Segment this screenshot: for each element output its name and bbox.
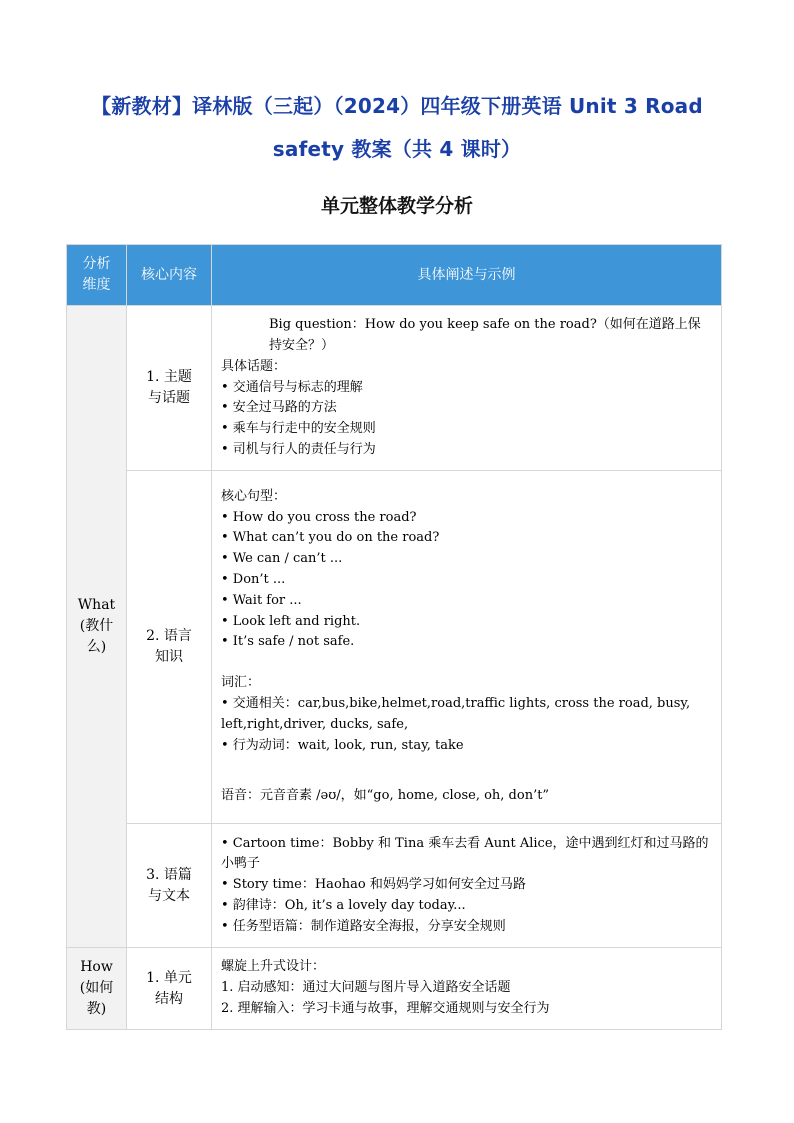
list-item: 核心句型： <box>221 488 287 504</box>
table-row-structure <box>67 948 722 1030</box>
list-item: • Look left and right. <box>221 613 361 629</box>
core-cell-texts: 3. 语篇与文本 <box>127 824 212 948</box>
analysis-table <box>66 244 722 1030</box>
document-title-line-1: 【新教材】译林版（三起）（2024）四年级下册英语 Unit 3 Road <box>91 94 703 118</box>
list-item: 1. 启动感知：通过大问题与图片导入道路安全话题 <box>221 980 511 996</box>
list-item: • How do you cross the road? <box>221 509 417 525</box>
list-item: • 行为动词：wait, look, run, stay, take <box>221 737 464 753</box>
table-row-language <box>67 471 722 824</box>
table-row-texts <box>67 824 722 948</box>
core-cell-topic: 1. 主题与话题 <box>127 306 212 471</box>
list-item: • Cartoon time：Bobby 和 Tina 乘车去看 Aunt Alice，途中遇到红灯和过马路的小鸭子 <box>221 835 709 872</box>
detail-cell-texts <box>212 824 722 948</box>
list-item: • It’s safe / not safe. <box>221 634 355 650</box>
list-item: 2. 理解输入：学习卡通与故事，理解交通规则与安全行为 <box>221 1000 550 1016</box>
document-title-line-2: safety 教案（共 4 课时） <box>272 137 522 161</box>
big-question-line: Big question：How do you keep safe on the road?（如何在道路上保持安全？） <box>269 317 701 353</box>
list-item: • Don’t ... <box>221 572 286 587</box>
header-dimension: 分析维度 <box>67 245 127 306</box>
list-item: • 韵律诗：Oh, it’s a lovely day today... <box>221 897 466 913</box>
section-title: 单元整体教学分析 <box>320 195 473 217</box>
core-cell-structure: 1. 单元结构 <box>127 948 212 1030</box>
header-details: 具体阐述与示例 <box>212 245 722 306</box>
list-item: • 任务型语篇：制作道路安全海报，分享安全规则 <box>221 918 506 934</box>
list-item: • 交通相关：car,bus,bike,helmet,road,traffic lights, cross the road, busy, left,right,driver, ducks, safe, <box>221 695 691 732</box>
list-item: 词汇： <box>221 675 261 691</box>
header-core-content: 核心内容 <box>127 245 212 306</box>
core-cell-language: 2. 语言知识 <box>127 471 212 824</box>
list-item: • 乘车与行走中的安全规则 <box>221 421 376 437</box>
list-item: • 司机与行人的责任与行为 <box>221 441 376 457</box>
dimension-cell-how: How (如何教) <box>67 948 127 1030</box>
list-item: • Story time：Haohao 和妈妈学习如何安全过马路 <box>221 877 526 893</box>
list-item: 具体话题： <box>221 358 287 374</box>
list-item: • What can’t you do on the road? <box>221 530 440 546</box>
list-item: • Wait for ... <box>221 592 302 608</box>
list-item: 语音：元音音素 /əʊ/，如“go, home, close, oh, don’t” <box>221 788 550 804</box>
detail-cell-topic <box>212 306 722 471</box>
list-item: • We can / can’t ... <box>221 551 343 567</box>
list-item: 螺旋上升式设计： <box>221 959 326 975</box>
detail-cell-language <box>212 471 722 824</box>
table-header-row <box>67 245 722 306</box>
list-item: • 交通信号与标志的理解 <box>221 379 363 395</box>
list-item: • 安全过马路的方法 <box>221 400 337 416</box>
detail-cell-structure <box>212 948 722 1030</box>
table-row-topic <box>67 306 722 471</box>
dimension-cell-what: What (教什么) <box>67 306 127 948</box>
